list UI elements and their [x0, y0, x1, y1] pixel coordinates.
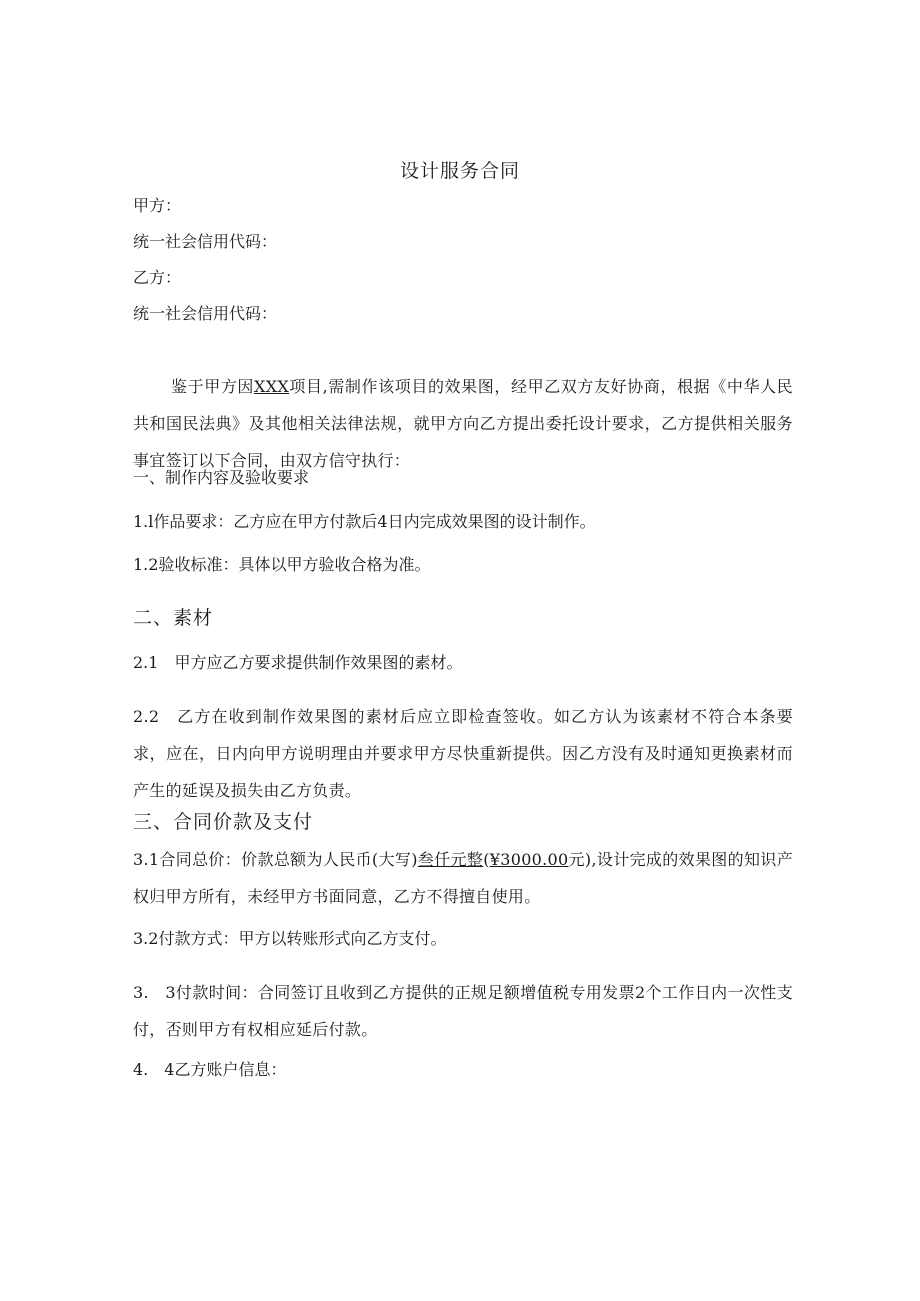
section1-item1: 1.l作品要求：乙方应在甲方付款后4日内完成效果图的设计制作。 [133, 512, 596, 531]
party-b-credit-code-label: 统一社会信用代码： [133, 304, 278, 323]
intro-paragraph [133, 368, 793, 479]
party-b-label: 乙方： [133, 268, 182, 287]
intro-text-start: 鉴于甲方因 [171, 377, 255, 396]
section2-heading: 二、素材 [133, 607, 214, 629]
price-text-start: 3.1合同总价：价款总额为人民币(大写) [133, 850, 418, 869]
party-a-label: 甲方： [133, 196, 182, 215]
party-a-credit-code-label: 统一社会信用代码： [133, 232, 278, 251]
section1-item2: 1.2验收标准：具体以甲方验收合格为准。 [133, 555, 431, 574]
price-amount-number: ¥3000.00 [489, 850, 569, 869]
document-title: 设计服务合同 [399, 160, 520, 182]
section3-heading: 三、合同价款及支付 [133, 811, 314, 833]
price-amount-chinese: 叁仟元整 [417, 850, 484, 869]
section1-heading: 一、制作内容及验收要求 [133, 468, 310, 487]
price-paren: ( [483, 850, 490, 869]
section3-item4: 4. 4乙方账户信息： [133, 1060, 287, 1079]
section3-item2: 3.2付款方式：甲方以转账形式向乙方支付。 [133, 929, 447, 948]
section2-item2: 2.2 乙方在收到制作效果图的素材后应立即检查签收。如乙方认为该素材不符合本条要求，应在，日内向甲方说明理由并要求甲方尽快重新提供。因乙方没有及时通知更换素材而产生的延误及损失由乙方负责。 [133, 707, 793, 800]
price-text-rest: 元),设计完成的效果图的知识产权归甲方所有，未经甲方书面同意，乙方不得擅自使用。 [133, 850, 793, 906]
intro-text-rest: 项目,需制作该项目的效果图，经甲乙双方友好协商，根据《中华人民共和国民法典》及其他相关法律法规，就甲方向乙方提出委托设计要求，乙方提供相关服务事宜签订以下合同，由双方信守执行： [133, 377, 793, 470]
project-name: XXX [254, 377, 290, 396]
section3-item1 [133, 841, 793, 915]
section3-item3: 3. 3付款时间：合同签订且收到乙方提供的正规足额增值税专用发票2个工作日内一次性支付，否则甲方有权相应延后付款。 [133, 983, 793, 1039]
section2-item1: 2.1 甲方应乙方要求提供制作效果图的素材。 [133, 653, 463, 672]
